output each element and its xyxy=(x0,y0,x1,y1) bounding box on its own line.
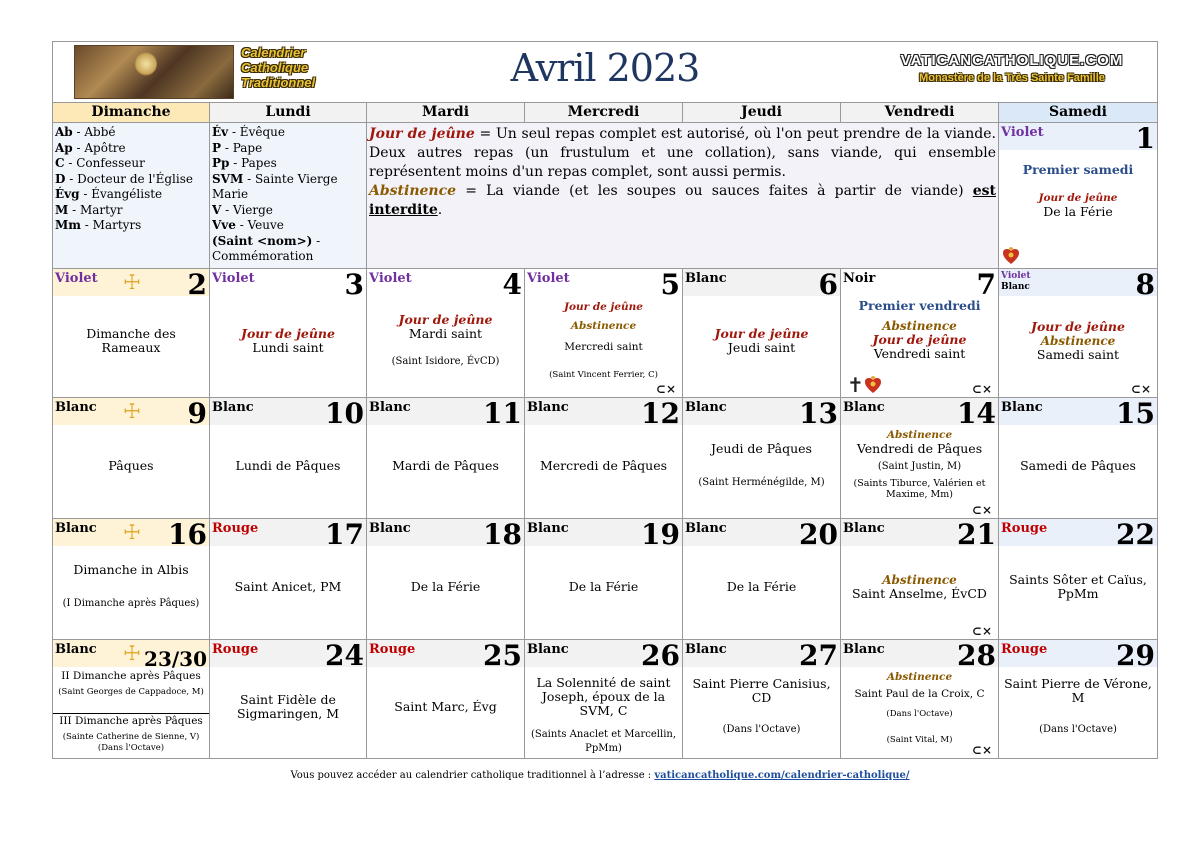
fast-day: Jour de jeûne xyxy=(1031,319,1125,334)
day-number: 19 xyxy=(641,518,680,551)
fast-day: Jour de jeûne xyxy=(1038,192,1118,204)
feast-name: De la Férie xyxy=(726,579,797,594)
day-cell-17[interactable] xyxy=(210,518,367,639)
day-number: 1 xyxy=(1135,122,1155,155)
liturgical-color: Violet xyxy=(527,271,570,286)
day-cell-18[interactable] xyxy=(367,518,525,639)
fast-label: Jour de jeûne xyxy=(369,126,475,142)
feast-name: Lundi de Pâques xyxy=(235,458,341,473)
feast-name: Mardi saint xyxy=(408,326,483,341)
legend-item: Ap - Apôtre xyxy=(55,140,126,155)
commemoration: (Saint Vincent Ferrier, C) xyxy=(549,370,658,380)
day-number: 20 xyxy=(799,518,838,551)
day-number: 15 xyxy=(1116,397,1155,430)
feast-name: De la Férie xyxy=(1043,204,1113,219)
legend-item: D - Docteur de l'Église xyxy=(55,171,193,186)
logo-line-3: Traditionnel xyxy=(241,75,316,90)
day-number: 4 xyxy=(502,268,522,301)
liturgical-color: Noir xyxy=(843,271,876,286)
legend-item: Évg - Évangéliste xyxy=(55,187,163,201)
liturgical-color: Rouge xyxy=(1001,642,1048,657)
footer xyxy=(0,770,1200,781)
day-number: 23/30 xyxy=(144,647,207,671)
liturgical-color: Blanc xyxy=(55,400,97,415)
premier-vendredi: Premier vendredi xyxy=(858,298,981,313)
liturgical-color: Blanc xyxy=(685,400,727,415)
site-url: VATICANCATHOLIQUE.COM xyxy=(900,52,1124,69)
day-cell-8[interactable] xyxy=(999,268,1157,397)
weekday-monday: Lundi xyxy=(210,102,367,122)
legend-item: M - Martyr xyxy=(55,202,123,217)
feast-name: Vendredi saint xyxy=(873,346,966,361)
day-number: 9 xyxy=(187,397,207,430)
footer-text: Vous pouvez accéder au calendrier catholique traditionnel à l’adresse : xyxy=(290,770,655,781)
legend-left xyxy=(53,122,210,268)
feast-name: De la Férie xyxy=(410,579,481,594)
day-number: 13 xyxy=(799,397,838,430)
feast-name: Dimanche in Albis xyxy=(73,562,189,577)
liturgical-color: Blanc xyxy=(369,400,411,415)
liturgical-color: Violet xyxy=(212,271,255,286)
legend-item: Mm - Martyrs xyxy=(55,218,142,232)
liturgical-color: Blanc xyxy=(527,400,569,415)
day-number: 24 xyxy=(325,639,364,672)
liturgical-color: Blanc xyxy=(843,400,885,415)
day-cell-23-30[interactable] xyxy=(53,639,210,758)
day-number: 7 xyxy=(976,268,996,301)
commemoration: (Saint Herménégilde, M) xyxy=(698,477,825,488)
legend-item: (Saint <nom>) - Commémoration xyxy=(212,233,321,263)
cross-icon: ☩ xyxy=(123,641,141,665)
day-cell-4[interactable] xyxy=(367,268,525,397)
feast-name: Saint Pierre de Vérone, M xyxy=(1004,676,1152,705)
legend-item: Ab - Abbé xyxy=(55,125,116,139)
sacred-heart-icon xyxy=(1003,247,1019,265)
day-cell-9[interactable] xyxy=(53,397,210,518)
abstinence: Abstinence xyxy=(886,671,953,683)
legend-item: SVM - Sainte Vierge Marie xyxy=(212,171,338,201)
day-cell-22[interactable] xyxy=(999,518,1157,639)
day-cell-14[interactable] xyxy=(841,397,999,518)
day-cell-21[interactable] xyxy=(841,518,999,639)
legend-item: Pp - Papes xyxy=(212,156,277,170)
fast-text: = Un seul repas complet est autorisé, où l'on peut prendre de la viande. Deux autres repas (un frustulum et une collation), sans viande, qui ensemble représentent moins d'un repas complet, sont aussi permis. xyxy=(369,126,996,180)
day-cell-16[interactable] xyxy=(53,518,210,639)
legend-right xyxy=(210,122,367,268)
fish-icon: ⊂× xyxy=(971,382,992,396)
day-cell-28[interactable] xyxy=(841,639,999,758)
day-number: 29 xyxy=(1116,639,1155,672)
day-cell-3[interactable] xyxy=(210,268,367,397)
day-number: 11 xyxy=(483,397,522,430)
day-cell-7[interactable] xyxy=(841,268,999,397)
day-number: 16 xyxy=(168,518,207,551)
commemoration: (Saint Vital, M) xyxy=(886,735,953,745)
liturgical-color: Rouge xyxy=(1001,521,1048,536)
liturgical-color: Rouge xyxy=(212,642,259,657)
abstinence: Abstinence xyxy=(882,573,957,587)
feast-name: Lundi saint xyxy=(252,340,324,355)
liturgical-color: Blanc xyxy=(685,271,727,286)
day-number: 21 xyxy=(957,518,996,551)
feast-name: III Dimanche après Pâques xyxy=(59,715,203,727)
weekday-friday: Vendredi xyxy=(841,102,999,122)
liturgical-color: Blanc xyxy=(843,521,885,536)
day-cell-26[interactable] xyxy=(525,639,683,758)
feast-name: Saint Marc, Évg xyxy=(394,699,497,714)
day-cell-2[interactable] xyxy=(53,268,210,397)
weekday-saturday: Samedi xyxy=(999,102,1157,122)
day-cell-1[interactable] xyxy=(999,122,1157,268)
cross-icon: ☩ xyxy=(123,399,141,423)
abstinence: Abstinence xyxy=(570,320,637,332)
day-cell-12[interactable] xyxy=(525,397,683,518)
footer-link[interactable]: vaticancatholique.com/calendrier-catholique/ xyxy=(654,770,910,781)
commemoration: (Dans l'Octave) xyxy=(1039,724,1117,735)
commemoration: (Saint Justin, M) xyxy=(877,461,962,472)
liturgical-color: Blanc xyxy=(369,521,411,536)
logo-line-1: Calendrier xyxy=(241,45,306,60)
liturgical-color: Violet xyxy=(1001,271,1031,281)
calendar xyxy=(52,41,1158,759)
liturgical-color: Violet xyxy=(55,271,98,286)
commemoration: (Saint Georges de Cappadoce, M) xyxy=(58,687,204,697)
abstinence-text: = La viande (et les soupes ou sauces faites à partir de viande) xyxy=(456,183,973,199)
liturgical-color: Blanc xyxy=(1001,400,1043,415)
feast-name: Dimanche des Rameaux xyxy=(86,326,176,355)
feast-name: Samedi saint xyxy=(1036,347,1120,362)
commemoration: (Dans l'Octave) xyxy=(722,724,801,735)
feast-name: La Solennité de saint Joseph, époux de la SVM, C xyxy=(536,675,671,718)
day-number: 28 xyxy=(957,639,996,672)
fish-icon: ⊂× xyxy=(655,382,676,396)
feast-name: Mercredi de Pâques xyxy=(539,458,668,473)
day-number: 17 xyxy=(325,518,364,551)
day-number: 12 xyxy=(641,397,680,430)
day-number: 5 xyxy=(660,268,680,301)
day-cell-19[interactable] xyxy=(525,518,683,639)
fish-icon: ⊂× xyxy=(971,503,992,517)
feast-name: Saint Fidèle de Sigmaringen, M xyxy=(236,692,340,721)
weekday-wednesday: Mercredi xyxy=(525,102,683,122)
liturgical-color: Blanc xyxy=(527,642,569,657)
liturgical-colors xyxy=(1001,271,1031,293)
page-title: Avril 2023 xyxy=(510,46,700,90)
feast-name: Pâques xyxy=(108,458,154,473)
liturgical-color: Blanc xyxy=(212,400,254,415)
calendar-header xyxy=(53,42,1157,102)
commemoration: (Sainte Catherine de Sienne, V) xyxy=(62,732,200,742)
feast-name: Saint Anselme, ÉvCD xyxy=(852,586,987,601)
liturgical-color: Blanc xyxy=(685,521,727,536)
liturgical-color: Violet xyxy=(1001,125,1044,140)
day-number: 14 xyxy=(957,397,996,430)
liturgical-color: Blanc xyxy=(685,642,727,657)
commemoration: (Dans l'Octave) xyxy=(97,743,165,753)
abstinence: Abstinence xyxy=(886,429,953,441)
day-cell-6[interactable] xyxy=(683,268,841,397)
abstinence: Abstinence xyxy=(882,319,957,333)
fast-day: Jour de jeûne xyxy=(241,326,335,341)
sacred-heart-icon xyxy=(865,376,881,394)
site-logo xyxy=(883,52,1141,84)
feast-name: II Dimanche après Pâques xyxy=(61,670,201,682)
commemoration: (Saints Tiburce, Valérien et Maxime, Mm) xyxy=(853,478,986,500)
cross-icon: ☩ xyxy=(123,270,141,294)
forbidden-text: est interdite xyxy=(369,183,996,218)
day-number: 6 xyxy=(818,268,838,301)
feast-name: Mercredi saint xyxy=(564,341,643,353)
fast-day: Jour de jeûne xyxy=(714,326,809,341)
fast-day: Jour de jeûne xyxy=(564,301,643,313)
liturgical-color: Rouge xyxy=(369,642,416,657)
legend-item: Év - Évêque xyxy=(212,125,285,139)
day-cell-20[interactable] xyxy=(683,518,841,639)
liturgical-color: Blanc xyxy=(55,521,97,536)
liturgical-color: Violet xyxy=(369,271,412,286)
feast-name: Mardi de Pâques xyxy=(392,458,499,473)
day-cell-5[interactable] xyxy=(525,268,683,397)
day-cell-27[interactable] xyxy=(683,639,841,758)
period: . xyxy=(437,202,443,218)
weekday-thursday: Jeudi xyxy=(683,102,841,122)
divider xyxy=(53,713,209,714)
feast-name: Saint Anicet, PM xyxy=(234,579,342,594)
day-cell-11[interactable] xyxy=(367,397,525,518)
day-number: 26 xyxy=(641,639,680,672)
liturgical-color: Blanc xyxy=(1001,282,1030,292)
legend-item: P - Pape xyxy=(212,140,263,155)
abstinence: Abstinence xyxy=(1040,334,1116,348)
feast-name: De la Férie xyxy=(568,579,639,594)
day-number: 27 xyxy=(799,639,838,672)
day-cell-29[interactable] xyxy=(999,639,1157,758)
calendar-grid xyxy=(53,102,1157,758)
fish-icon: ⊂× xyxy=(971,624,992,638)
liturgical-color: Blanc xyxy=(843,642,885,657)
liturgical-color: Blanc xyxy=(527,521,569,536)
crucifix-icon: ✝ xyxy=(847,373,864,397)
day-number: 2 xyxy=(187,268,207,301)
fast-day: Jour de jeûne xyxy=(398,312,493,327)
fish-icon: ⊂× xyxy=(1130,382,1151,396)
commemoration: (Saint Isidore, ÉvCD) xyxy=(391,356,500,367)
feast-name: Jeudi saint xyxy=(727,340,796,355)
day-cell-10[interactable] xyxy=(210,397,367,518)
legend-item: Vve - Veuve xyxy=(212,218,284,232)
abstinence-label: Abstinence xyxy=(369,183,457,199)
day-number: 22 xyxy=(1116,518,1155,551)
commemoration: (Saints Anaclet et Marcellin, PpMm) xyxy=(530,729,677,754)
day-cell-13[interactable] xyxy=(683,397,841,518)
weekday-tuesday: Mardi xyxy=(367,102,525,122)
premier-samedi: Premier samedi xyxy=(1022,162,1134,177)
feast-name: Saint Paul de la Croix, C xyxy=(854,688,985,700)
feast-name: Saint Pierre Canisius, CD xyxy=(692,676,831,705)
logo-line-2: Catholique xyxy=(241,60,309,75)
feast-name: Saints Sôter et Caïus, PpMm xyxy=(1009,572,1147,601)
fast-day: Jour de jeûne xyxy=(872,332,967,347)
day-number: 10 xyxy=(325,397,364,430)
site-subtitle: Monastère de la Très Sainte Famille xyxy=(919,72,1105,84)
liturgical-color: Blanc xyxy=(55,642,97,657)
day-number: 25 xyxy=(483,639,522,672)
legend-item: C - Confesseur xyxy=(55,156,145,170)
day-number: 3 xyxy=(344,268,364,301)
fasting-rules xyxy=(367,122,999,268)
feast-name: Vendredi de Pâques xyxy=(856,441,983,456)
day-cell-25[interactable] xyxy=(367,639,525,758)
commemoration: (Dans l'Octave) xyxy=(886,709,953,719)
day-cell-15[interactable] xyxy=(999,397,1157,518)
fish-icon: ⊂× xyxy=(971,743,992,757)
feast-name: Jeudi de Pâques xyxy=(711,441,812,456)
day-number: 18 xyxy=(483,518,522,551)
day-cell-24[interactable] xyxy=(210,639,367,758)
cross-icon: ☩ xyxy=(123,520,141,544)
weekday-sunday: Dimanche xyxy=(53,102,210,122)
legend-item: V - Vierge xyxy=(212,202,273,217)
commemoration: (I Dimanche après Pâques) xyxy=(62,598,200,609)
feast-name: Samedi de Pâques xyxy=(1020,458,1136,473)
liturgical-color: Rouge xyxy=(212,521,259,536)
day-number: 8 xyxy=(1135,268,1155,301)
